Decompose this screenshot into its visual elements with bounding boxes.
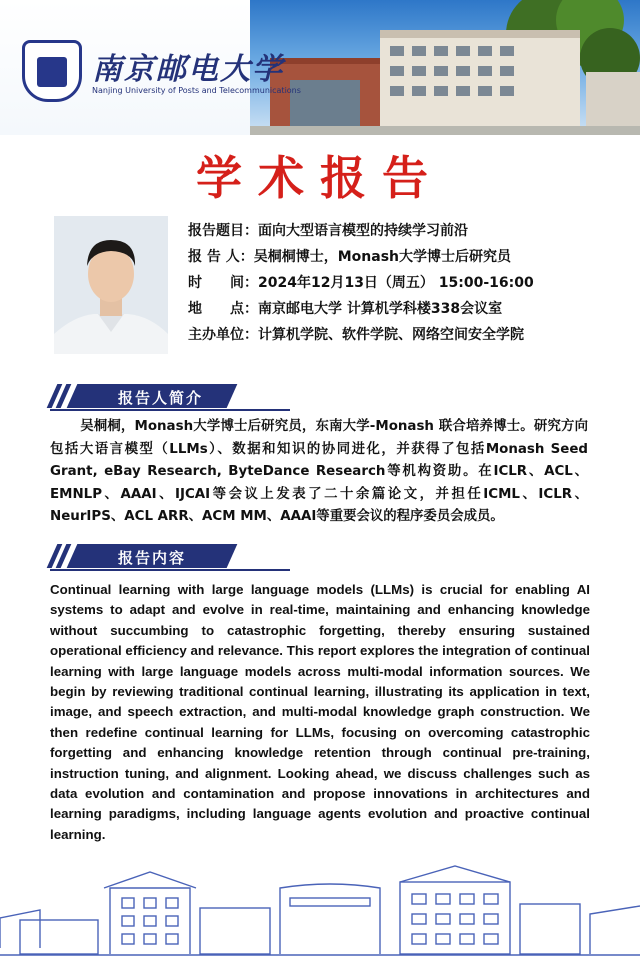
header-banner — [0, 0, 640, 135]
university-name-en: Nanjing University of Posts and Telecommunications — [92, 86, 301, 95]
talk-info — [188, 218, 534, 348]
info-row-organizer: 主办单位：计算机学院、软件学院、网络空间安全学院 — [188, 327, 524, 343]
speaker: 吴桐桐博士，Monash大学博士后研究员 — [253, 249, 512, 265]
section-header-bio — [50, 382, 290, 412]
badge-emblem-icon — [37, 57, 67, 87]
poster-title: 学术报告 — [196, 151, 444, 205]
info-row-speaker: 报 告 人：吴桐桐博士，Monash大学博士后研究员 — [188, 249, 512, 265]
info-row-location: 地 点：南京邮电大学 计算机学科楼338会议室 — [188, 301, 503, 317]
talk-location: 南京邮电大学 计算机学科楼338会议室 — [258, 301, 503, 317]
organizer: 计算机学院、软件学院、网络空间安全学院 — [258, 327, 524, 343]
university-badge — [22, 40, 82, 102]
info-row-time: 时 间：2024年12月13日（周五） 15:00-16:00 — [188, 275, 534, 291]
campus-lineart — [0, 858, 640, 958]
section-header-content — [50, 542, 290, 572]
university-name: 南京邮电大学 — [92, 52, 284, 87]
talk-title: 面向大型语言模型的持续学习前沿 — [258, 223, 468, 239]
section-title-content: 报告内容 — [118, 549, 187, 567]
speaker-photo — [54, 216, 168, 354]
info-row-title: 报告题目：面向大型语言模型的持续学习前沿 — [188, 223, 468, 239]
talk-abstract: Continual learning with large language models (LLMs) is crucial for enabling AI systems to adapt and evolve in real-time, maintaining and enhancing knowledge without succumbing to catastrophic forgetting, thereby ensuring sustained operational efficiency and relevance. This report explores the integration of continual learning with large language models across multi-modal information sources. We begin by reviewing traditional continual learning, illustrating its application in text, image, and speech extraction, and multi-modal knowledge graph construction. We then redefine continual learning for LLMs, focusing on overcoming catastrophic forgetting and enhancing knowledge retention through continual pre-training, instruction tuning, and alignment. Looking ahead, we discuss challenges such as data evolution and contamination and propose innovations in architectures and learning paradigms, including language agents evolution and proactive continual learning. — [50, 582, 590, 842]
speaker-bio: 吴桐桐，Monash大学博士后研究员，东南大学-Monash 联合培养博士。研究方向包括大语言模型（LLMs）、数据和知识的协同进化，并获得了包括Monash Seed Grant, eBay Research, ByteDance Research等机构资助。在ICLR、ACL、EMNLP、AAAI、IJCAI等会议上发表了二十余篇论文，并担任ICML、ICLR、NeurIPS、ACL ARR、ACM MM、AAAI等重要会议的程序委员会成员。 — [50, 419, 588, 524]
section-title-bio: 报告人简介 — [118, 389, 204, 407]
campus-photo — [250, 0, 640, 135]
talk-time: 2024年12月13日（周五） 15:00-16:00 — [258, 275, 534, 291]
